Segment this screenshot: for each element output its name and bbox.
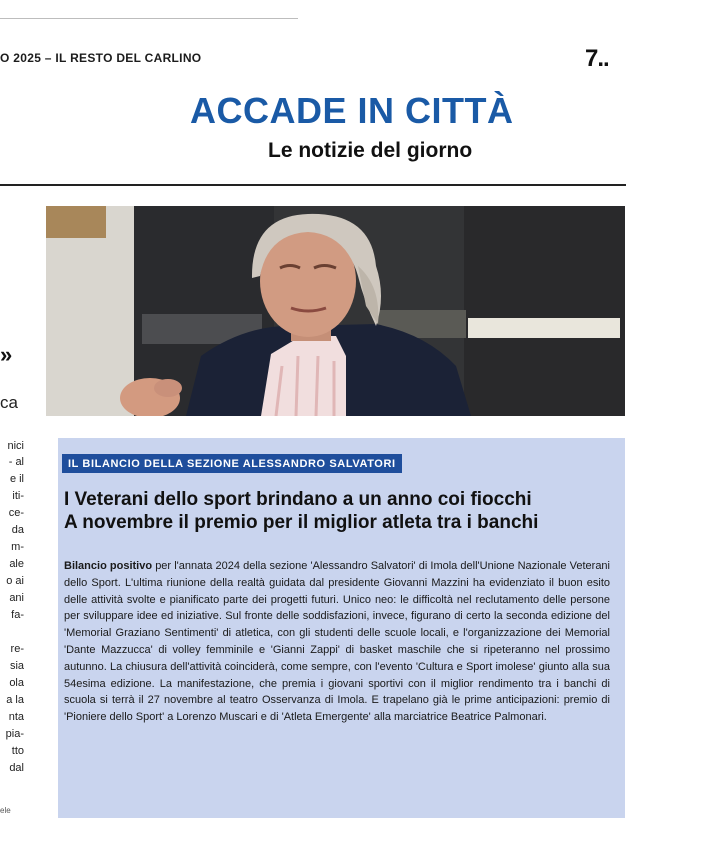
article-body — [64, 558, 610, 726]
left-column-text: ani — [9, 592, 24, 604]
left-column-text: m- — [11, 541, 24, 553]
left-column-fragment — [0, 0, 24, 842]
headline-line-1: I Veterani dello sport brindano a un anno coi fiocchi — [64, 489, 532, 510]
left-column-text: e il — [9, 473, 24, 485]
article-lead: Bilancio positivo — [64, 560, 153, 572]
top-rule — [0, 18, 298, 19]
left-column-text: ce- — [8, 507, 24, 519]
left-column-text: nici — [7, 440, 24, 452]
article-headline — [64, 488, 620, 534]
section-title: ACCADE IN CITTÀ — [190, 90, 514, 131]
article-photo — [46, 206, 625, 416]
left-column-text: nta — [8, 711, 24, 723]
left-column-text: da — [11, 524, 24, 536]
left-column-text: re- — [10, 643, 24, 655]
article-box — [58, 438, 625, 818]
left-column-text: pia- — [5, 728, 24, 740]
left-column-quote-mark: » — [0, 342, 13, 367]
left-column-word: ca — [0, 393, 18, 412]
article-kicker: IL BILANCIO DELLA SEZIONE ALESSANDRO SALVATORI — [62, 454, 402, 473]
section-subtitle: Le notizie del giorno — [268, 139, 473, 162]
left-column-text: tto — [11, 745, 24, 757]
left-column-text: a la — [6, 694, 24, 706]
left-column-text: o ai — [6, 575, 24, 587]
headline-line-2: A novembre il premio per il miglior atleta tra i banchi — [64, 512, 539, 533]
left-column-footer: ele — [0, 806, 11, 815]
page-number: 7.. — [585, 45, 609, 72]
header-rule — [0, 184, 626, 186]
left-column-text: - al — [8, 456, 24, 468]
article-body-text: per l'annata 2024 della sezione 'Alessandro Salvatori' di Imola dell'Unione Nazionale Veterani dello Sport. L'ultima riunione della realtà guidata dal presidente Giovanni Mazzini ha evidenziato il buon esito delle attività svolte e pianificato parte dei progetti futuri. Unico neo: le difficoltà nel reclutamento delle persone per sviluppare idee ed iniziative. Sul fronte delle soddisfazioni, invece, figurano di certo la seconda edizione del 'Memorial Graziano Sentimenti' di atletica, con gli studenti delle scuole locali, e l'organizzazione dei Memorial 'Dante Mazzucca' di volley femminile e 'Gianni Zappi' di basket maschile che si ripeteranno nel prossimo autunno. La chiusura dell'attività coinciderà, come sempre, con l'evento 'Cultura e Sport imolese' giunto alla sua 54esima edizione. La manifestazione, che premia i giovani sportivi con il miglior rendimento tra i banchi di scuola si terrà il 27 novembre al teatro Osservanza di Imola. E trapelano già le prime anticipazioni: premio di 'Pioniere dello Sport' a Lorenzo Muscari e di 'Atleta Emergente' alla marciatrice Beatrice Palmonari. — [64, 560, 610, 724]
left-column-text: dal — [9, 762, 24, 774]
masthead-date-paper: O 2025 – IL RESTO DEL CARLINO — [0, 51, 202, 65]
left-column-text: fa- — [11, 609, 24, 621]
left-column-text: iti- — [12, 490, 24, 502]
left-column-text: sia — [9, 660, 24, 672]
left-column-text: ola — [9, 677, 24, 689]
left-column-text: ale — [9, 558, 24, 570]
